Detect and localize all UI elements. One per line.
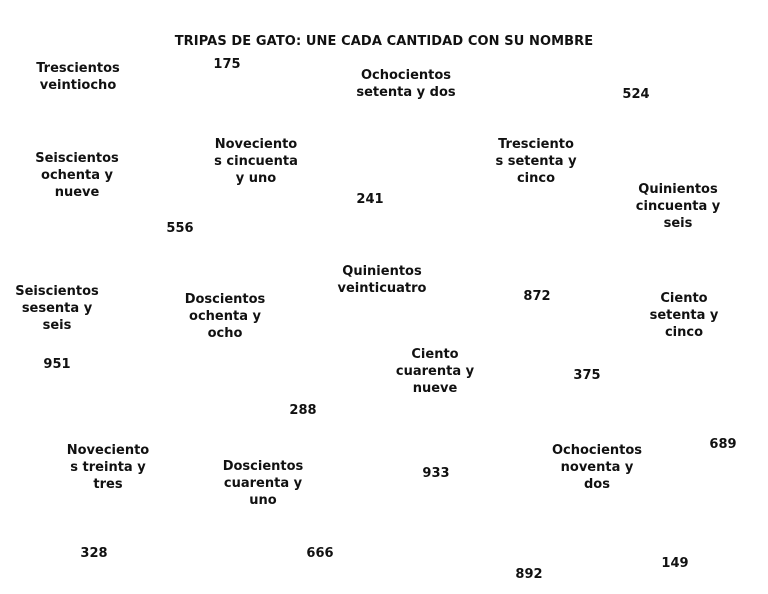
word-label: Quinientos veinticuatro <box>337 264 427 296</box>
number-label: 175 <box>213 57 241 72</box>
worksheet-title: TRIPAS DE GATO: UNE CADA CANTIDAD CON SU NOMBRE <box>174 34 594 49</box>
word-label: Seiscientos sesenta y seis <box>15 284 99 333</box>
word-label: Doscientos ochenta y ocho <box>184 292 266 341</box>
number-label: 241 <box>356 192 384 207</box>
word-label: Seiscientos ochenta y nueve <box>35 151 119 200</box>
number-label: 556 <box>166 221 194 236</box>
word-label: Ciento cuarenta y nueve <box>395 347 475 396</box>
word-label: Noveciento s treinta y tres <box>66 443 150 492</box>
number-label: 666 <box>306 546 334 561</box>
number-label: 689 <box>709 437 737 452</box>
number-label: 524 <box>622 87 650 102</box>
word-label: Tresciento s setenta y cinco <box>495 137 577 186</box>
word-label: Trescientos veintiocho <box>36 61 120 93</box>
number-label: 933 <box>422 466 450 481</box>
word-label: Ciento setenta y cinco <box>649 291 719 340</box>
number-label: 149 <box>661 556 689 571</box>
number-label: 328 <box>80 546 108 561</box>
word-label: Ochocientos noventa y dos <box>551 443 643 492</box>
word-label: Ochocientos setenta y dos <box>356 68 456 100</box>
number-label: 951 <box>43 357 71 372</box>
number-label: 892 <box>515 567 543 582</box>
number-label: 288 <box>289 403 317 418</box>
number-label: 375 <box>573 368 601 383</box>
word-label: Quinientos cincuenta y seis <box>635 182 721 231</box>
word-label: Doscientos cuarenta y uno <box>222 459 304 508</box>
number-label: 872 <box>523 289 551 304</box>
word-label: Noveciento s cincuenta y uno <box>214 137 298 186</box>
